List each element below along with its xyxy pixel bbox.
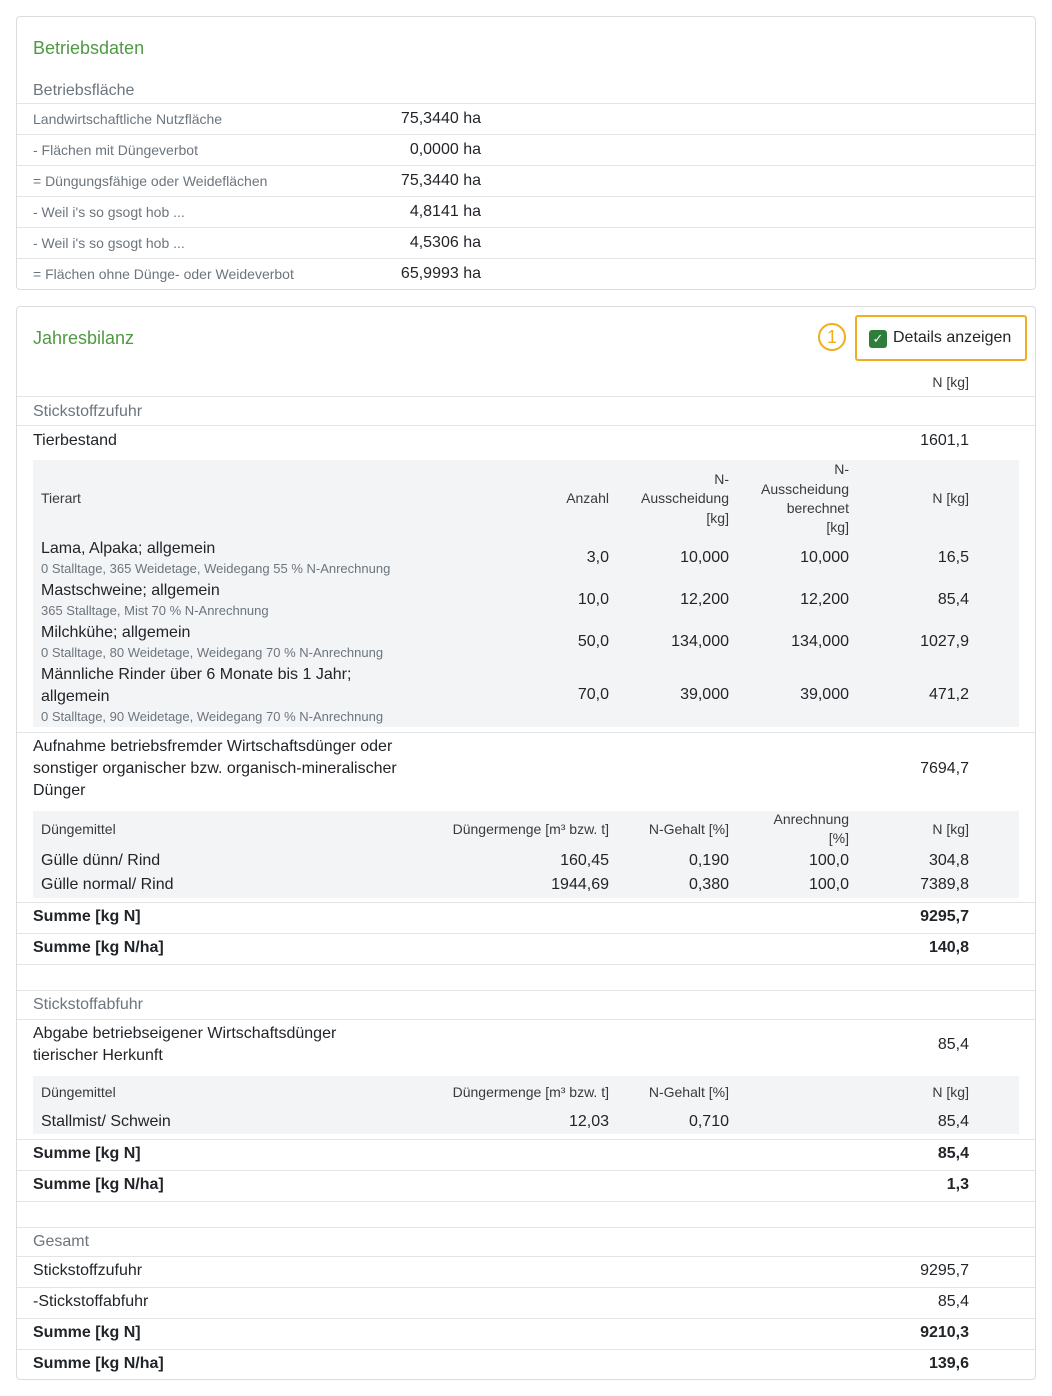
aufnahme-label-l1: Aufnahme betriebsfremder Wirtschaftsdünger oder bbox=[33, 738, 393, 755]
table-row-berechnet: 39,000 bbox=[800, 686, 849, 703]
betriebsdaten-title: Betriebsdaten bbox=[33, 38, 145, 58]
row-label-weil-2: - Weil i's so gsogt hob ... bbox=[33, 235, 185, 251]
row-label-ohne-verbot: = Flächen ohne Dünge- oder Weideverbot bbox=[33, 266, 294, 282]
table-row-detail: 365 Stalltage, Mist 70 % N-Anrechnung bbox=[41, 603, 269, 618]
gesamt-heading: Gesamt bbox=[33, 1233, 90, 1250]
table-row-name-l1: Männliche Rinder über 6 Monate bis 1 Jahr; bbox=[41, 666, 352, 683]
abfuhr-heading: Stickstoffabfuhr bbox=[33, 996, 143, 1013]
table-row-name: Lama, Alpaka; allgemein bbox=[41, 540, 216, 557]
row-label-weil-1: - Weil i's so gsogt hob ... bbox=[33, 204, 185, 220]
table-row-gehalt: 0,710 bbox=[688, 1113, 729, 1130]
zufuhr-summe-n-label: Summe [kg N] bbox=[33, 908, 141, 925]
details-toggle[interactable] bbox=[855, 315, 1027, 361]
table-row-detail: 0 Stalltage, 80 Weidetage, Weidegang 70 % N-Anrechnung bbox=[41, 645, 384, 660]
table-row-anrechnung: 100,0 bbox=[808, 876, 849, 893]
gesamt-zufuhr-label: Stickstoffzufuhr bbox=[33, 1262, 143, 1279]
row-label-duengungsfaehig: = Düngungsfähige oder Weideflächen bbox=[33, 173, 268, 189]
table-row-gehalt: 0,190 bbox=[688, 852, 729, 869]
th-duengemittel: Düngemittel bbox=[41, 821, 116, 837]
th-gehalt: N-Gehalt [%] bbox=[648, 1084, 729, 1100]
abgabe-label-l1: Abgabe betriebseigener Wirtschaftsdünger bbox=[33, 1025, 337, 1042]
table-row-anrechnung: 100,0 bbox=[808, 852, 849, 869]
aufnahme-value: 7694,7 bbox=[920, 760, 969, 777]
gesamt-summe-n-label: Summe [kg N] bbox=[33, 1324, 141, 1341]
th-n: N [kg] bbox=[932, 821, 969, 837]
table-row-aussch: 10,000 bbox=[680, 549, 729, 566]
zufuhr-heading: Stickstoffzufuhr bbox=[33, 403, 143, 420]
th-n: N [kg] bbox=[932, 490, 969, 506]
row-value-ohne-verbot: 65,9993 ha bbox=[400, 265, 481, 282]
table-row-n: 85,4 bbox=[937, 1113, 969, 1130]
table-row-name: Milchkühe; allgemein bbox=[41, 624, 191, 641]
th-duengemittel: Düngemittel bbox=[41, 1084, 116, 1100]
table-row-gehalt: 0,380 bbox=[688, 876, 729, 893]
abgabe-label-l2: tierischer Herkunft bbox=[33, 1047, 163, 1064]
th-anrechnung-l2: [%] bbox=[828, 830, 849, 846]
th-berechnet-l3: berechnet bbox=[786, 500, 849, 516]
row-label-lnf: Landwirtschaftliche Nutzfläche bbox=[33, 111, 223, 127]
gesamt-abfuhr-label: -Stickstoffabfuhr bbox=[33, 1293, 149, 1310]
tierbestand-value: 1601,1 bbox=[920, 432, 969, 449]
zufuhr-summe-ha: 140,8 bbox=[928, 939, 969, 956]
table-row-name-l2: allgemein bbox=[41, 688, 110, 705]
table-row-mittel: Gülle dünn/ Rind bbox=[41, 852, 161, 869]
gesamt-summe-ha: 139,6 bbox=[928, 1355, 969, 1372]
th-anzahl: Anzahl bbox=[566, 490, 609, 506]
table-row-berechnet: 134,000 bbox=[791, 633, 849, 650]
th-menge: Düngermenge [m³ bzw. t] bbox=[452, 821, 609, 837]
zufuhr-summe-ha-label: Summe [kg N/ha] bbox=[33, 939, 164, 956]
th-n: N [kg] bbox=[932, 1084, 969, 1100]
table-row-n: 304,8 bbox=[928, 852, 969, 869]
table-row-detail: 0 Stalltage, 90 Weidetage, Weidegang 70 % N-Anrechnung bbox=[41, 709, 384, 724]
betriebsdaten-card bbox=[16, 16, 1036, 290]
table-row-berechnet: 12,200 bbox=[800, 591, 849, 608]
aufnahme-label-l3: Dünger bbox=[33, 782, 86, 799]
gesamt-summe-n: 9210,3 bbox=[920, 1324, 969, 1341]
table-row-name: Mastschweine; allgemein bbox=[41, 582, 220, 599]
table-row-anzahl: 3,0 bbox=[586, 549, 609, 566]
table-row-mittel: Gülle normal/ Rind bbox=[41, 876, 174, 893]
abfuhr-summe-ha: 1,3 bbox=[946, 1176, 969, 1193]
abfuhr-summe-ha-label: Summe [kg N/ha] bbox=[33, 1176, 164, 1193]
zufuhr-summe-n: 9295,7 bbox=[920, 908, 969, 925]
gesamt-summe-ha-label: Summe [kg N/ha] bbox=[33, 1355, 164, 1372]
abfuhr-summe-n-label: Summe [kg N] bbox=[33, 1145, 141, 1162]
row-label-duengeverbot: - Flächen mit Düngeverbot bbox=[33, 142, 198, 158]
table-row-n: 1027,9 bbox=[920, 633, 969, 650]
th-ausscheidung-l3: [kg] bbox=[706, 510, 729, 526]
check-icon[interactable]: ✓ bbox=[869, 330, 887, 348]
th-menge: Düngermenge [m³ bzw. t] bbox=[452, 1084, 609, 1100]
abgabe-value: 85,4 bbox=[937, 1036, 969, 1053]
row-value-duengeverbot: 0,0000 ha bbox=[409, 141, 481, 158]
gesamt-abfuhr: 85,4 bbox=[937, 1293, 969, 1310]
th-berechnet-l2: Ausscheidung bbox=[761, 481, 849, 497]
row-value-duengungsfaehig: 75,3440 ha bbox=[400, 172, 481, 189]
table-row-anzahl: 10,0 bbox=[577, 591, 609, 608]
table-row-menge: 12,03 bbox=[568, 1113, 609, 1130]
row-value-weil-2: 4,5306 ha bbox=[409, 234, 481, 251]
jahresbilanz-card bbox=[16, 306, 1036, 1380]
th-berechnet-l4: [kg] bbox=[826, 519, 849, 535]
row-value-weil-1: 4,8141 ha bbox=[409, 203, 481, 220]
table-row-menge: 160,45 bbox=[560, 852, 609, 869]
details-label: Details anzeigen bbox=[893, 329, 1012, 346]
annotation-marker: 1 bbox=[818, 323, 846, 351]
col-header-n: N [kg] bbox=[932, 374, 969, 390]
abfuhr-summe-n: 85,4 bbox=[937, 1145, 969, 1162]
table-row-n: 471,2 bbox=[928, 686, 969, 703]
table-row-berechnet: 10,000 bbox=[800, 549, 849, 566]
row-value-lnf: 75,3440 ha bbox=[400, 110, 481, 127]
table-row-aussch: 12,200 bbox=[680, 591, 729, 608]
betriebsflaeche-heading: Betriebsfläche bbox=[33, 82, 135, 99]
table-row-aussch: 134,000 bbox=[671, 633, 729, 650]
gesamt-zufuhr: 9295,7 bbox=[920, 1262, 969, 1279]
aufnahme-label-l2: sonstiger organischer bzw. organisch-mineralischer bbox=[33, 760, 397, 777]
jahresbilanz-title: Jahresbilanz bbox=[33, 328, 135, 348]
table-row-aussch: 39,000 bbox=[680, 686, 729, 703]
th-anrechnung-l1: Anrechnung bbox=[773, 811, 849, 827]
th-tierart: Tierart bbox=[41, 490, 81, 506]
table-row-anzahl: 50,0 bbox=[577, 633, 609, 650]
table-row-n: 85,4 bbox=[937, 591, 969, 608]
table-row-anzahl: 70,0 bbox=[577, 686, 609, 703]
table-row-detail: 0 Stalltage, 365 Weidetage, Weidegang 55 % N-Anrechnung bbox=[41, 561, 391, 576]
table-row-menge: 1944,69 bbox=[551, 876, 609, 893]
th-gehalt: N-Gehalt [%] bbox=[648, 821, 729, 837]
th-ausscheidung-l2: Ausscheidung bbox=[641, 490, 729, 506]
th-ausscheidung-l1: N- bbox=[714, 471, 729, 487]
table-row-n: 7389,8 bbox=[920, 876, 969, 893]
table-row-mittel: Stallmist/ Schwein bbox=[41, 1113, 171, 1130]
table-row-n: 16,5 bbox=[937, 549, 969, 566]
th-berechnet-l1: N- bbox=[834, 461, 849, 477]
tierbestand-label: Tierbestand bbox=[33, 432, 117, 449]
